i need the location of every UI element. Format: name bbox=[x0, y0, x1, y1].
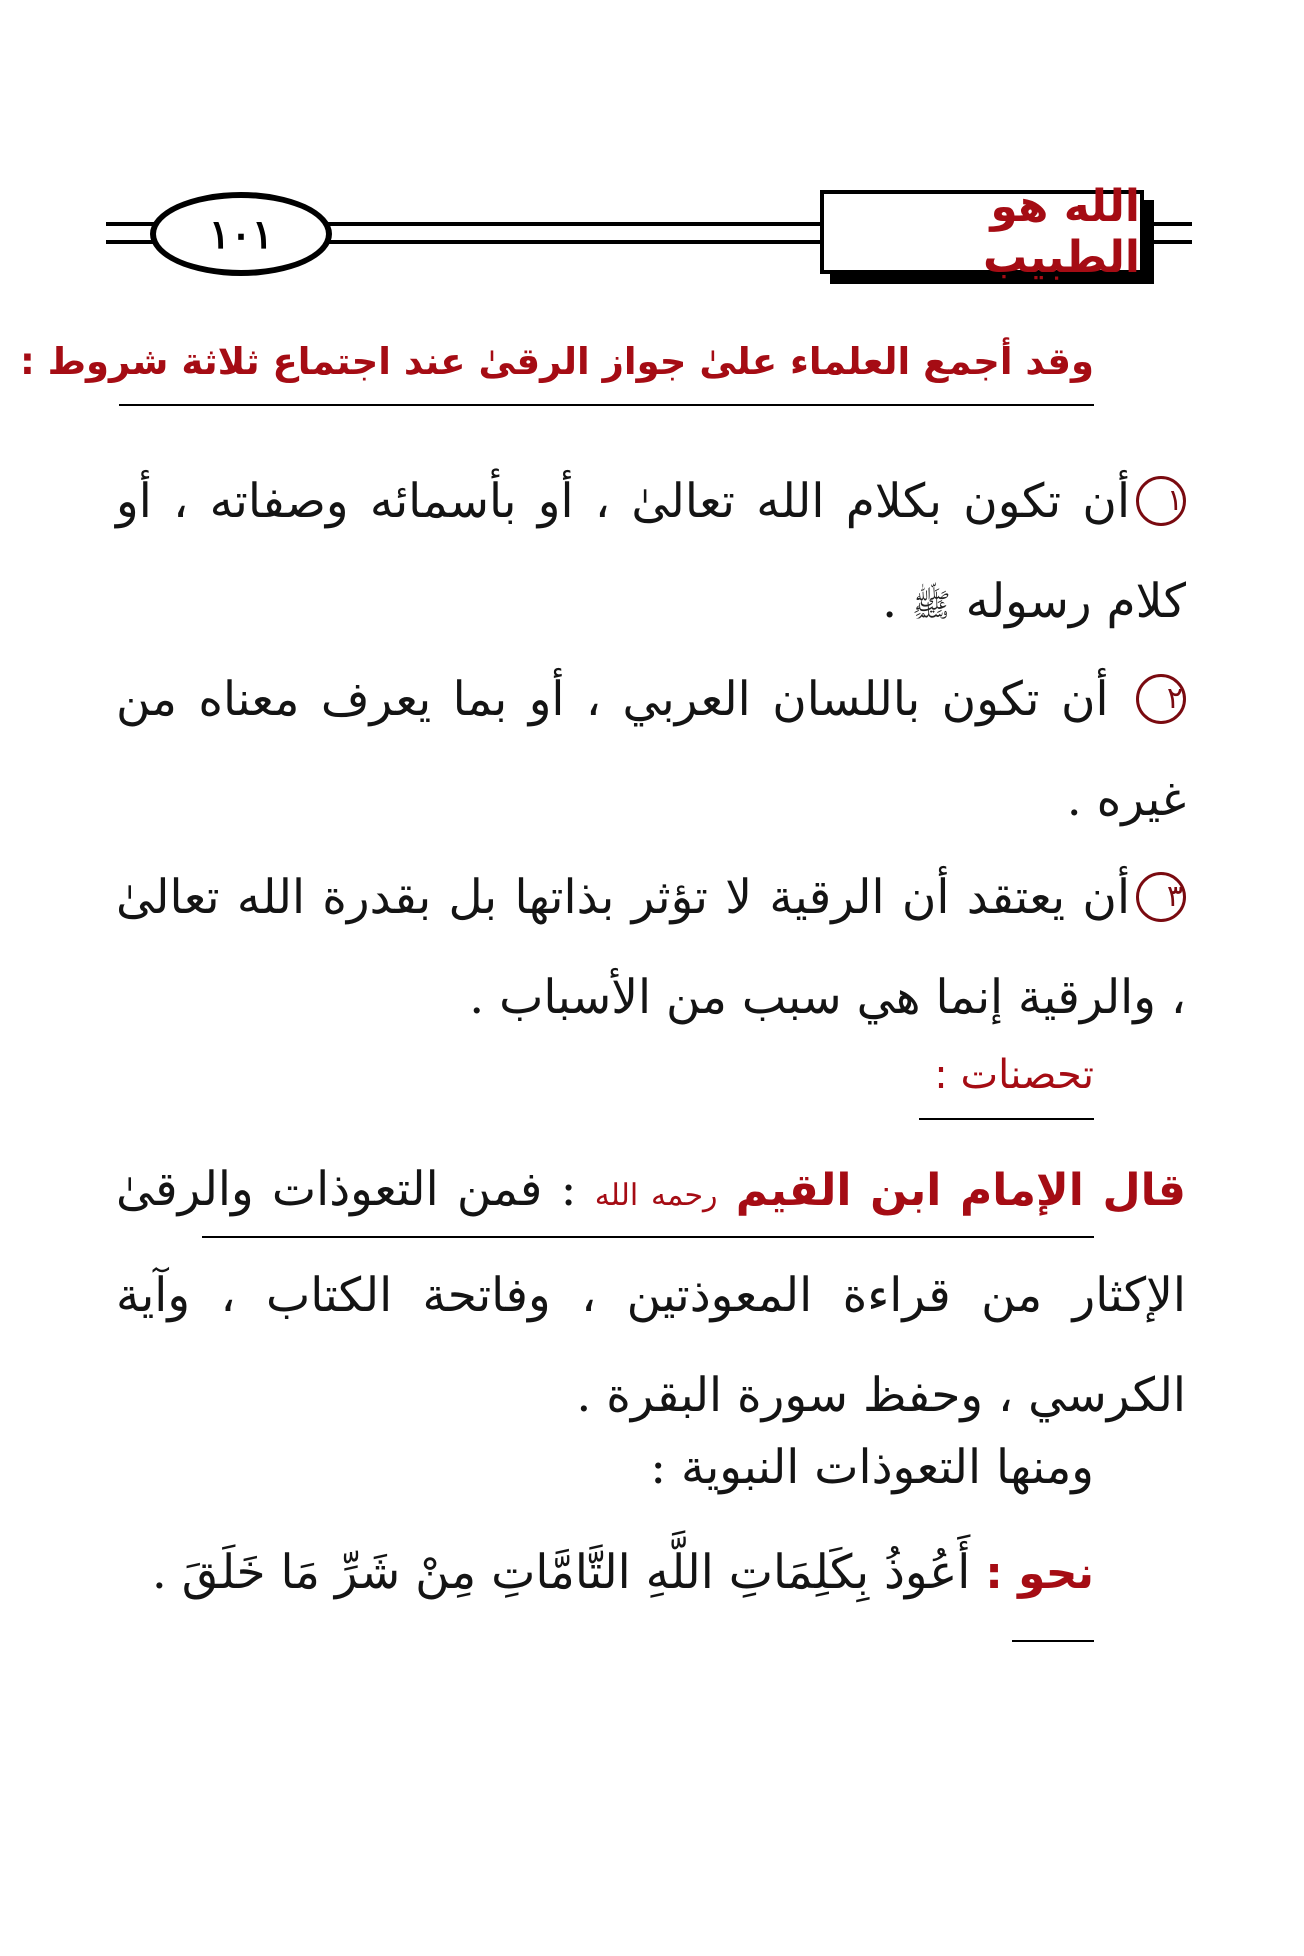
quote-text: : فمن التعوذات والرقىٰ الإكثار من قراءة المعوذتين ، وفاتحة الكتاب ، وآية الكرسي ، وحفظ سورة البقرة . bbox=[116, 1162, 1186, 1423]
condition-text: أن تكون بكلام الله تعالىٰ ، أو بأسمائه وصفاته ، أو كلام رسوله bbox=[116, 474, 1186, 629]
condition-end: . bbox=[882, 574, 913, 629]
number-circle: ١ bbox=[1136, 476, 1186, 526]
number-circle: ٣ bbox=[1136, 872, 1186, 922]
conditions-heading: وقد أجمع العلماء علىٰ جواز الرقىٰ عند اجتماع ثلاثة شروط : bbox=[19, 340, 1094, 383]
example-label: نحو : bbox=[985, 1548, 1094, 1599]
prophetic-intro: ومنها التعوذات النبوية : bbox=[650, 1440, 1094, 1495]
page-number: ١٠١ bbox=[150, 192, 332, 276]
quote-attribution: قال الإمام ابن القيم bbox=[735, 1165, 1186, 1216]
quote-underline bbox=[202, 1236, 1094, 1238]
label-underline bbox=[1012, 1640, 1094, 1642]
condition-item-3 bbox=[116, 848, 1186, 1048]
condition-item-1 bbox=[116, 452, 1186, 655]
salla-honorific: ﷺ bbox=[912, 586, 951, 624]
example-line bbox=[152, 1545, 1094, 1600]
condition-text: أن يعتقد أن الرقية لا تؤثر بذاتها بل بقدرة الله تعالىٰ ، والرقية إنما هي سبب من الأسباب . bbox=[116, 870, 1186, 1025]
header-rule-right bbox=[1140, 222, 1192, 244]
running-title: الله هو الطبيب bbox=[820, 190, 1144, 274]
heading-underline bbox=[919, 1118, 1094, 1120]
heading-underline bbox=[119, 404, 1094, 406]
fortifications-heading: تحصنات : bbox=[934, 1052, 1094, 1098]
example-text: أَعُوذُ بِكَلِمَاتِ اللَّهِ التَّامَّاتِ مِنْ شَرِّ مَا خَلَقَ . bbox=[151, 1545, 971, 1600]
ibn-qayyim-quote bbox=[116, 1140, 1186, 1446]
condition-text: أن تكون باللسان العربي ، أو بما يعرف معناه من غيره . bbox=[116, 672, 1186, 827]
condition-item-2 bbox=[116, 650, 1186, 850]
header-rule-middle bbox=[320, 222, 820, 244]
rahimahullah-honorific: رحمه الله bbox=[594, 1178, 718, 1213]
number-circle: ٢ bbox=[1136, 674, 1186, 724]
